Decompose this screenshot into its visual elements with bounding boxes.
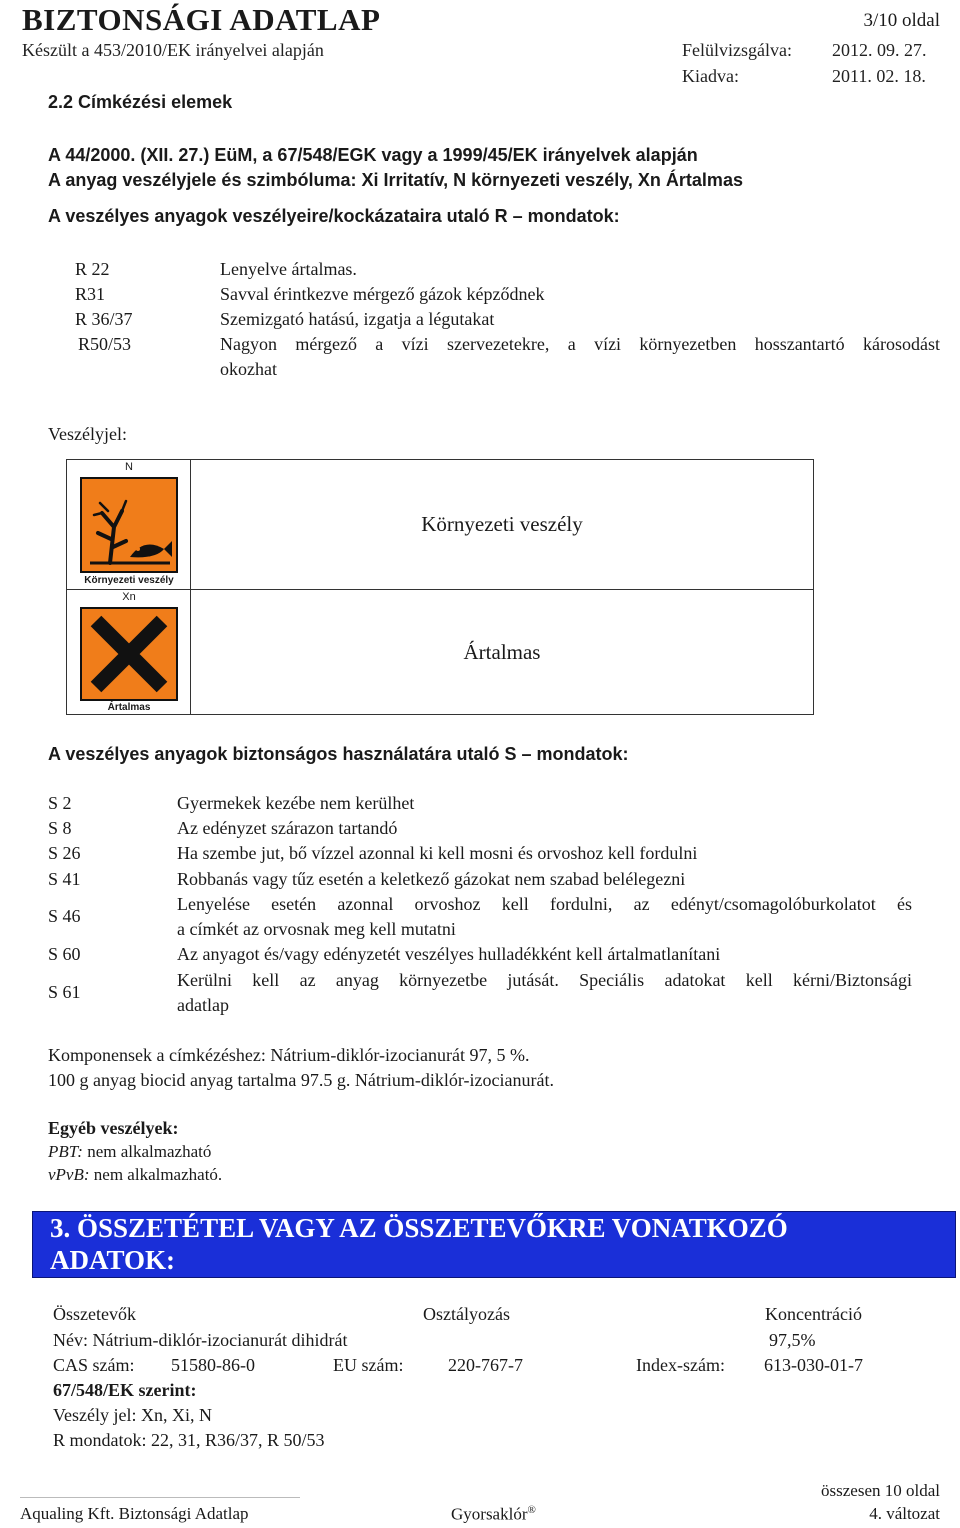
concentration-value: 97,5% (769, 1330, 816, 1350)
hazard-description: Környezeti veszély (421, 512, 583, 536)
s-phrase-code: S 60 (48, 944, 81, 964)
s-phrase-text: Az edényzet szárazon tartandó (177, 818, 398, 838)
hazard-symbol-table (66, 459, 814, 715)
s-phrase-code: S 61 (48, 982, 81, 1002)
hazard-caption: Ártalmas (107, 702, 151, 713)
footer-rule (20, 1497, 300, 1498)
document-title: BIZTONSÁGI ADATLAP (22, 2, 381, 37)
other-hazards-heading: Egyéb veszélyek: (48, 1118, 179, 1138)
revised-date: 2012. 09. 27. (832, 40, 927, 60)
s-phrase-text: Gyermekek kezébe nem kerülhet (177, 793, 415, 813)
regulation-line: A 44/2000. (XII. 27.) EüM, a 67/548/EGK vagy a 1999/45/EK irányelvek alapján (48, 145, 698, 165)
hazard-code: N (125, 461, 133, 473)
section-3-heading-line2: ADATOK: (50, 1245, 176, 1275)
footer-product (451, 1504, 536, 1525)
vpvb-label: vPvB: (48, 1165, 90, 1184)
symbol-line: A anyag veszélyjele és szimbóluma: Xi Irritatív, N környezeti veszély, Xn Ártalmas (48, 170, 743, 190)
s-phrase-code: S 26 (48, 843, 81, 863)
section-3-header (32, 1211, 956, 1278)
s-phrase-code: S 46 (48, 906, 81, 926)
vpvb-line (48, 1165, 222, 1185)
footer-version: 4. változat (869, 1504, 940, 1523)
total-pages: összesen 10 oldal (821, 1481, 940, 1500)
pbt-label: PBT: (48, 1142, 83, 1161)
s-phrase-code: S 41 (48, 869, 81, 889)
r-phrases-heading: A veszélyes anyagok veszélyeire/kockázataira utaló R – mondatok: (48, 206, 620, 226)
r-phrase-text: Szemizgató hatású, izgatja a légutakat (220, 309, 495, 329)
hazard-symbols-line: Veszély jel: Xn, Xi, N (53, 1405, 212, 1425)
pbt-value: nem alkalmazható (87, 1142, 212, 1161)
col-concentration: Koncentráció (765, 1304, 862, 1324)
r-phrase-text: Savval érintkezve mérgező gázok képződnek (220, 284, 545, 304)
hazard-symbol-cell (67, 460, 191, 589)
r-phrase-text: Lenyelve ártalmas. (220, 259, 357, 279)
s-phrase-code: S 2 (48, 793, 72, 813)
per-regulation-heading: 67/548/EK szerint: (53, 1380, 197, 1400)
s-phrase-text: Az anyagot és/vagy edényzetét veszélyes hulladékként kell ártalmatlanítani (177, 944, 721, 964)
product-name: Gyorsaklór (451, 1504, 528, 1524)
hazard-row-n (67, 460, 813, 590)
section-2-2-heading: 2.2 Címkézési elemek (48, 92, 233, 112)
r-phrase-code: R50/53 (78, 334, 132, 354)
hazard-symbol-cell (67, 590, 191, 714)
revised-label: Felülvizsgálva: (682, 40, 792, 60)
index-value: 613-030-01-7 (764, 1355, 863, 1375)
harmful-x-icon (80, 607, 178, 701)
pbt-line (48, 1142, 211, 1162)
r-phrase-code: R31 (75, 284, 106, 304)
page-number: 3/10 oldal (863, 10, 940, 31)
index-label: Index-szám: (636, 1355, 725, 1375)
s-phrase-text-continued: a címkét az orvosnak meg kell mutatni (177, 919, 456, 939)
s-phrase-text: Ha szembe jut, bő vízzel azonnal ki kell mosni és orvoshoz kell fordulni (177, 843, 698, 863)
cas-label: CAS szám: (53, 1355, 135, 1375)
hazard-description: Ártalmas (463, 639, 541, 664)
component-name: Név: Nátrium-diklór-izocianurát dihidrát (53, 1330, 348, 1350)
hazard-caption: Környezeti veszély (84, 575, 174, 586)
r-phrase-code: R 36/37 (75, 309, 133, 329)
issued-date: 2011. 02. 18. (832, 66, 926, 86)
s-phrase-text: Kerülni kell az anyag környezetbe jutását. Speciális adatokat kell kérni/Biztonsági (177, 970, 912, 990)
hazard-code: Xn (122, 591, 136, 603)
r-phrase-code: R 22 (75, 259, 110, 279)
hazard-row-xn (67, 590, 813, 714)
header-subtitle: Készült a 453/2010/EK irányelvei alapján (22, 40, 324, 60)
footer-company: Aqualing Kft. Biztonsági Adatlap (20, 1504, 249, 1523)
r-phrase-text-continued: okozhat (220, 359, 277, 379)
components-line: Komponensek a címkézéshez: Nátrium-diklór-izocianurát 97, 5 %. (48, 1045, 530, 1065)
s-phrase-text-continued: adatlap (177, 995, 229, 1015)
s-phrase-text: Robbanás vagy tűz esetén a keletkező gázokat nem szabad belélegezni (177, 869, 686, 889)
eu-value: 220-767-7 (448, 1355, 523, 1375)
eu-label: EU szám: (333, 1355, 404, 1375)
col-classification: Osztályozás (423, 1304, 510, 1324)
registered-mark: ® (527, 1504, 536, 1516)
r-phrase-text: Nagyon mérgező a vízi szervezetekre, a vízi környezetben hosszantartó károsodást (220, 334, 940, 354)
environment-hazard-icon (80, 477, 178, 573)
section-3-heading-line1: 3. ÖSSZETÉTEL VAGY AZ ÖSSZETEVŐKRE VONATKOZÓ (50, 1213, 788, 1243)
s-phrases-heading: A veszélyes anyagok biztonságos használatára utaló S – mondatok: (48, 744, 629, 764)
vpvb-value: nem alkalmazható. (93, 1165, 223, 1184)
s-phrase-text: Lenyelése esetén azonnal orvoshoz kell fordulni, az edényt/csomagolóburkolatot és (177, 894, 912, 914)
r-sentences-line: R mondatok: 22, 31, R36/37, R 50/53 (53, 1430, 325, 1450)
s-phrase-code: S 8 (48, 818, 72, 838)
biocid-line: 100 g anyag biocid anyag tartalma 97.5 g. Nátrium-diklór-izocianurát. (48, 1070, 554, 1090)
issued-label: Kiadva: (682, 66, 739, 86)
cas-value: 51580-86-0 (171, 1355, 255, 1375)
hazard-label: Veszélyjel: (48, 424, 127, 444)
col-component: Összetevők (53, 1304, 136, 1324)
